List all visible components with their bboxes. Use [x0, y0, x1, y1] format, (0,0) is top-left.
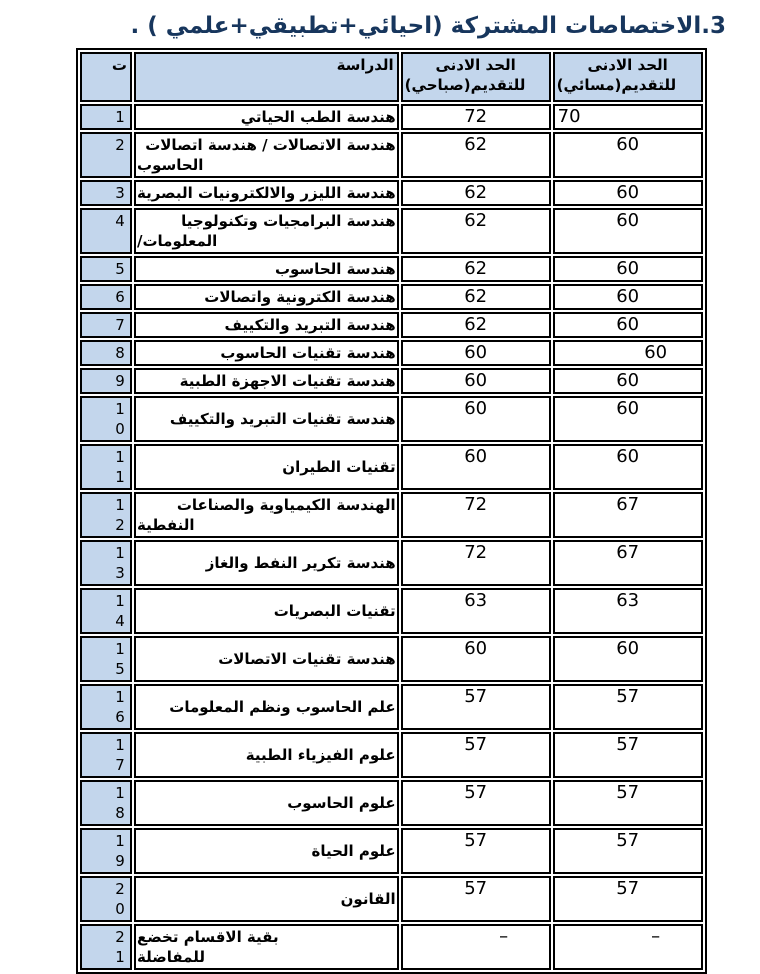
text-line: هندسة التبريد والتكييف	[224, 316, 396, 334]
cell-serial	[80, 636, 132, 682]
cell-study-name	[134, 492, 399, 538]
serial-number: 15	[115, 640, 125, 678]
serial-number: 19	[115, 832, 125, 870]
text-line: هندسة تقنيات الحاسوب	[220, 344, 396, 362]
cell-serial	[80, 180, 132, 206]
table-row	[80, 396, 703, 442]
text-line: تقنيات الطيران	[282, 458, 396, 476]
table-row	[80, 132, 703, 178]
column-header-morning-minimum	[401, 52, 551, 102]
serial-number: 18	[115, 784, 125, 822]
cell-serial	[80, 396, 132, 442]
cell-evening-minimum: 60	[553, 256, 703, 282]
cell-evening-minimum: 60	[553, 636, 703, 682]
text-line: هندسة البرامجيات وتكنولوجيا	[181, 212, 396, 230]
cell-evening-minimum: 60	[553, 368, 703, 394]
table-row	[80, 284, 703, 310]
cell-morning-minimum: 57	[401, 684, 551, 730]
text-line: الحد الادنى	[587, 56, 668, 74]
cell-evening-minimum: 60	[553, 444, 703, 490]
serial-number: 1	[115, 108, 125, 126]
text-line: الحد الادنى	[435, 56, 516, 74]
cell-morning-minimum: 62	[401, 132, 551, 178]
cell-evening-minimum: 60	[553, 340, 703, 366]
serial-number: 7	[115, 316, 125, 334]
text-line: هندسة تقنيات الاجهزة الطبية	[179, 372, 396, 390]
cell-study-name	[134, 256, 399, 282]
cell-morning-minimum: 60	[401, 396, 551, 442]
cell-evening-minimum: 57	[553, 828, 703, 874]
serial-number: 14	[115, 592, 125, 630]
table-row	[80, 340, 703, 366]
text-line: هندسة الاتصالات / هندسة اتصالات	[145, 136, 396, 154]
table-row	[80, 444, 703, 490]
cell-morning-minimum: 57	[401, 732, 551, 778]
cell-serial	[80, 588, 132, 634]
cell-morning-minimum: 60	[401, 368, 551, 394]
cell-study-name	[134, 828, 399, 874]
cell-study-name	[134, 924, 399, 970]
text-line: علوم الحاسوب	[287, 794, 396, 812]
text-line: القانون	[340, 890, 396, 908]
cell-morning-minimum: 60	[401, 636, 551, 682]
table-row	[80, 492, 703, 538]
cell-evening-minimum: 63	[553, 588, 703, 634]
cell-morning-minimum: 57	[401, 780, 551, 826]
table-row	[80, 588, 703, 634]
serial-number: 12	[115, 496, 125, 534]
column-header-study: الدراسة	[134, 52, 399, 102]
cell-morning-minimum: 72	[401, 492, 551, 538]
table-row	[80, 540, 703, 586]
cell-morning-minimum: 63	[401, 588, 551, 634]
cell-study-name	[134, 588, 399, 634]
text-line: علم الحاسوب ونظم المعلومات	[169, 698, 396, 716]
cell-serial	[80, 284, 132, 310]
table-row	[80, 208, 703, 254]
cell-morning-minimum: 72	[401, 104, 551, 130]
text-line: بقية الاقسام تخضع	[137, 928, 279, 946]
text-line: تقنيات البصريات	[273, 602, 396, 620]
table-row	[80, 180, 703, 206]
cell-serial	[80, 732, 132, 778]
cell-study-name	[134, 636, 399, 682]
cell-serial	[80, 828, 132, 874]
text-line: هندسة تكرير النفط والغاز	[205, 554, 396, 572]
serial-number: 10	[115, 400, 125, 438]
cell-study-name	[134, 104, 399, 130]
cell-study-name	[134, 340, 399, 366]
serial-number: 5	[115, 260, 125, 278]
text-line: هندسة تقنيات الاتصالات	[218, 650, 396, 668]
cell-serial	[80, 876, 132, 922]
cell-morning-minimum: 57	[401, 876, 551, 922]
cell-evening-minimum: 57	[553, 876, 703, 922]
text-line: هندسة الكترونية واتصالات	[204, 288, 396, 306]
cell-morning-minimum: 62	[401, 284, 551, 310]
cell-study-name	[134, 368, 399, 394]
text-line: هندسة الليزر والالكترونيات البصرية	[137, 184, 396, 202]
serial-number: 17	[115, 736, 125, 774]
cell-serial	[80, 924, 132, 970]
cell-morning-minimum: 72	[401, 540, 551, 586]
cell-study-name	[134, 444, 399, 490]
text-line: النفطية	[137, 516, 195, 534]
column-header-evening-minimum	[553, 52, 703, 102]
cell-morning-minimum: 62	[401, 312, 551, 338]
serial-number: 16	[115, 688, 125, 726]
text-line: الهندسة الكيمياوية والصناعات	[176, 496, 396, 514]
cell-serial	[80, 540, 132, 586]
cell-study-name	[134, 732, 399, 778]
table-row	[80, 732, 703, 778]
table-row	[80, 368, 703, 394]
table-row	[80, 780, 703, 826]
text-line: الحاسوب	[137, 156, 204, 174]
cell-evening-minimum: 70	[553, 104, 703, 130]
text-line: للمفاضلة	[137, 948, 205, 966]
cell-study-name	[134, 684, 399, 730]
table-row	[80, 636, 703, 682]
column-header-serial: ت	[80, 52, 132, 102]
cell-evening-minimum: 60	[553, 180, 703, 206]
cell-serial	[80, 684, 132, 730]
table-row	[80, 104, 703, 130]
cell-evening-minimum: 60	[553, 284, 703, 310]
table-row	[80, 256, 703, 282]
cell-evening-minimum: 60	[553, 132, 703, 178]
text-line: للتقديم(صباحي)	[404, 76, 526, 94]
admission-minimums-table	[76, 48, 707, 974]
cell-evening-minimum: 60	[553, 208, 703, 254]
serial-number: 2	[115, 136, 125, 154]
text-line: هندسة تقنيات التبريد والتكييف	[169, 410, 396, 428]
text-line: المعلومات/	[137, 232, 218, 250]
cell-study-name	[134, 284, 399, 310]
serial-number: 8	[115, 344, 125, 362]
cell-serial	[80, 368, 132, 394]
cell-morning-minimum: 62	[401, 180, 551, 206]
header-row	[80, 52, 703, 102]
text-line: علوم الحياة	[311, 842, 396, 860]
serial-number: 11	[115, 448, 125, 486]
cell-morning-minimum: 62	[401, 208, 551, 254]
cell-morning-minimum: 60	[401, 444, 551, 490]
cell-evening-minimum: 57	[553, 780, 703, 826]
cell-serial	[80, 444, 132, 490]
table-row	[80, 312, 703, 338]
cell-morning-minimum: 60	[401, 340, 551, 366]
cell-serial	[80, 132, 132, 178]
cell-serial	[80, 492, 132, 538]
text-line: للتقديم(مسائي)	[556, 76, 677, 94]
cell-evening-minimum: –	[553, 924, 703, 970]
cell-study-name	[134, 312, 399, 338]
cell-evening-minimum: 67	[553, 492, 703, 538]
text-line: علوم الفيزياء الطبية	[245, 746, 396, 764]
serial-number: 13	[115, 544, 125, 582]
table-row	[80, 828, 703, 874]
cell-serial	[80, 104, 132, 130]
table-header	[80, 52, 703, 102]
cell-morning-minimum: –	[401, 924, 551, 970]
cell-serial	[80, 340, 132, 366]
serial-number: 4	[115, 212, 125, 230]
page-title: 3.الاختصاصات المشتركة (احيائي+تطبيقي+علمي ) .	[130, 13, 726, 39]
cell-study-name	[134, 780, 399, 826]
serial-number: 20	[115, 880, 125, 918]
serial-number: 21	[115, 928, 125, 966]
cell-study-name	[134, 180, 399, 206]
table-row	[80, 684, 703, 730]
cell-evening-minimum: 60	[553, 312, 703, 338]
cell-morning-minimum: 57	[401, 828, 551, 874]
table-body	[80, 104, 703, 970]
cell-evening-minimum: 60	[553, 396, 703, 442]
cell-serial	[80, 256, 132, 282]
cell-morning-minimum: 62	[401, 256, 551, 282]
cell-study-name	[134, 540, 399, 586]
cell-evening-minimum: 57	[553, 684, 703, 730]
cell-study-name	[134, 876, 399, 922]
table-row	[80, 876, 703, 922]
cell-study-name	[134, 208, 399, 254]
serial-number: 6	[115, 288, 125, 306]
cell-serial	[80, 208, 132, 254]
serial-number: 3	[115, 184, 125, 202]
table-row	[80, 924, 703, 970]
cell-study-name	[134, 132, 399, 178]
cell-evening-minimum: 57	[553, 732, 703, 778]
cell-evening-minimum: 67	[553, 540, 703, 586]
text-line: هندسة الطب الحياتي	[240, 108, 396, 126]
cell-serial	[80, 780, 132, 826]
text-line: هندسة الحاسوب	[274, 260, 396, 278]
serial-number: 9	[115, 372, 125, 390]
cell-serial	[80, 312, 132, 338]
cell-study-name	[134, 396, 399, 442]
